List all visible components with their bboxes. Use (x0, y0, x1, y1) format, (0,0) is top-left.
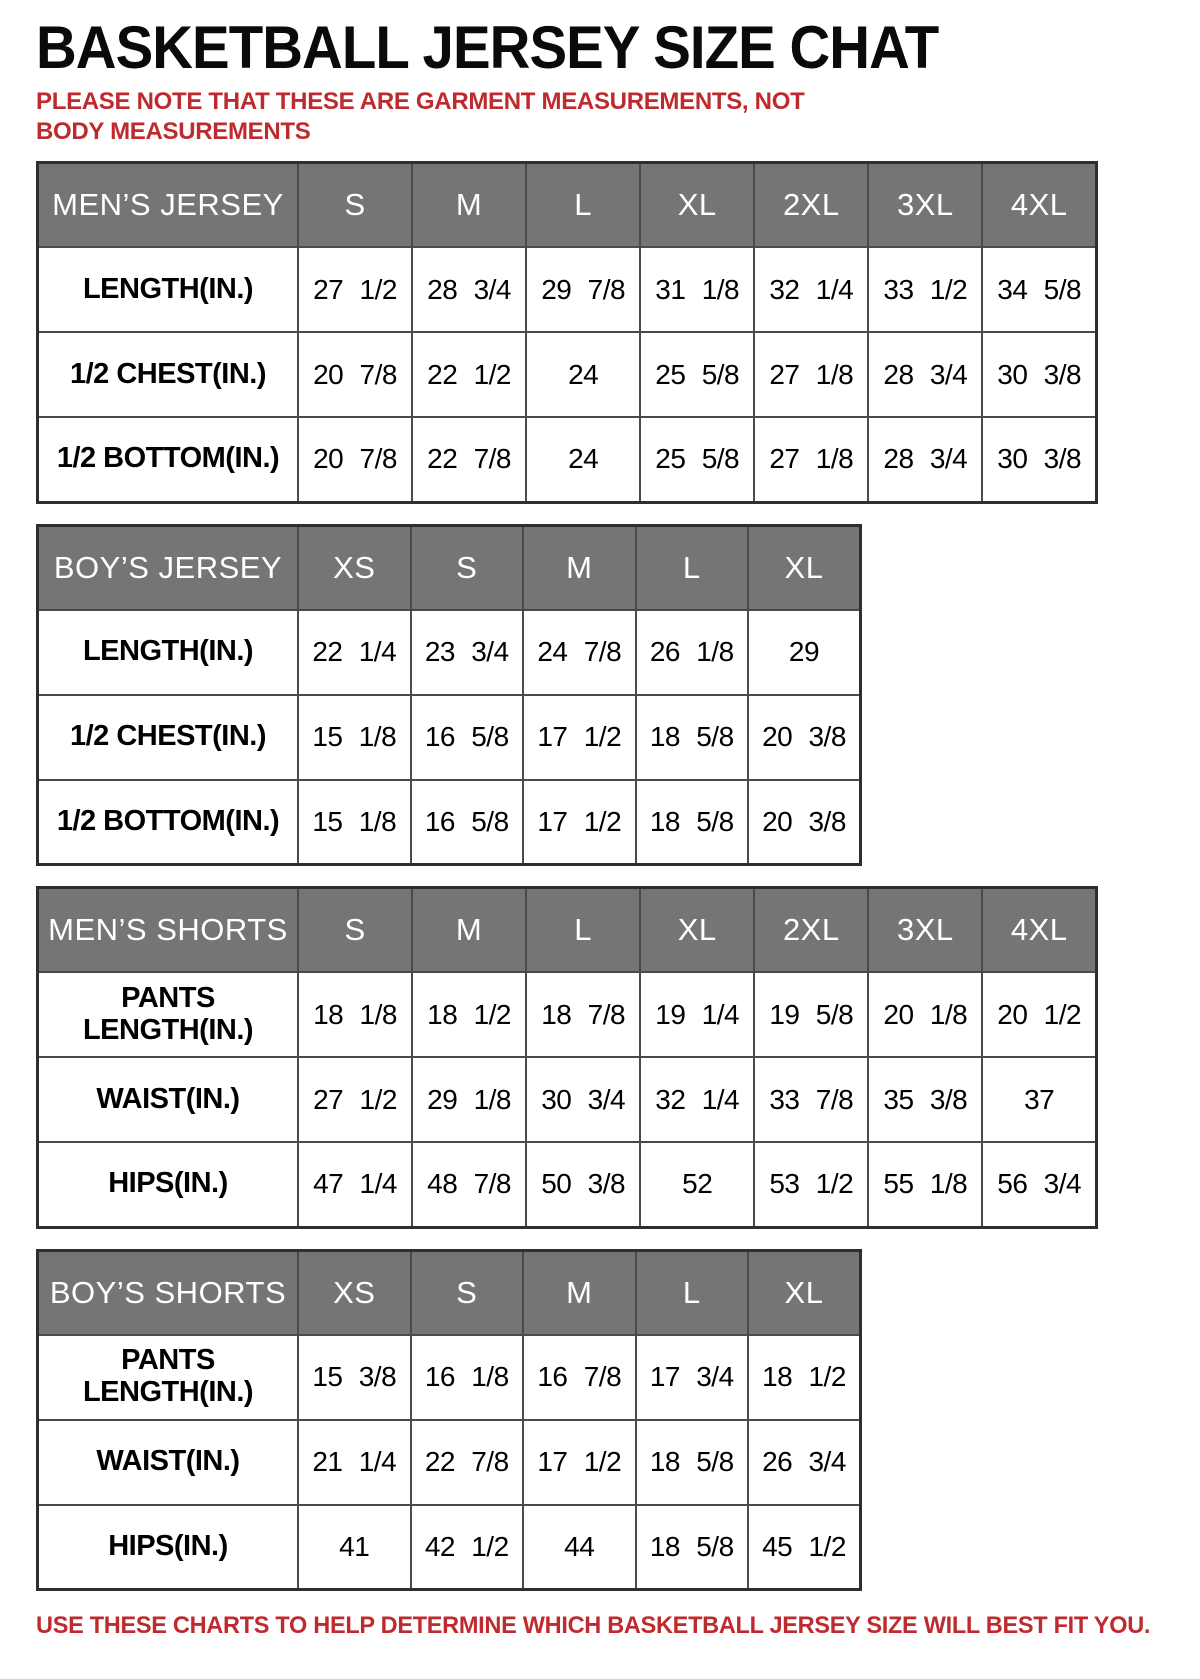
measurement-row (38, 972, 1097, 1057)
boys-jersey-table (36, 524, 862, 867)
value-cell: 16 5/8 (411, 695, 524, 780)
size-header-cell: L (526, 888, 640, 973)
row-label-cell: WAIST(IN.) (38, 1420, 299, 1505)
measurement-row (38, 1057, 1097, 1142)
value-cell: 18 1/8 (298, 972, 412, 1057)
value-cell: 21 1/4 (298, 1420, 411, 1505)
value-cell: 27 1/2 (298, 1057, 412, 1142)
fit-help-note: USE THESE CHARTS TO HELP DETERMINE WHICH BASKETBALL JERSEY SIZE WILL BEST FIT YOU. (36, 1612, 1151, 1640)
row-label-cell: 1/2 CHEST(IN.) (38, 332, 299, 417)
value-cell: 20 7/8 (298, 332, 412, 417)
size-header-cell: 3XL (868, 163, 982, 248)
value-cell: 37 (982, 1057, 1096, 1142)
boys-jersey-title-cell: BOY’S JERSEY (38, 525, 299, 610)
value-cell: 32 1/4 (640, 1057, 754, 1142)
value-cell: 18 5/8 (636, 1505, 749, 1590)
value-cell: 15 3/8 (298, 1335, 411, 1420)
measurement-row (38, 417, 1097, 502)
size-header-cell: 4XL (982, 888, 1096, 973)
header-row (38, 888, 1097, 973)
measurement-row (38, 780, 861, 865)
value-cell: 22 7/8 (411, 1420, 524, 1505)
mens-jersey-table (36, 161, 1098, 504)
header-row (38, 163, 1097, 248)
header-row (38, 525, 861, 610)
value-cell: 30 3/8 (982, 417, 1096, 502)
size-header-cell: L (526, 163, 640, 248)
garment-measurement-note: PLEASE NOTE THAT THESE ARE GARMENT MEASUREMENTS, NOT BODY MEASUREMENTS (36, 88, 805, 146)
row-label-cell: 1/2 CHEST(IN.) (38, 695, 299, 780)
measurement-row (38, 1420, 861, 1505)
value-cell: 29 1/8 (412, 1057, 526, 1142)
mens-jersey-title-cell: MEN’S JERSEY (38, 163, 299, 248)
value-cell: 20 3/8 (748, 695, 861, 780)
size-header-cell: XL (640, 888, 754, 973)
mens-shorts-table (36, 886, 1098, 1229)
value-cell: 48 7/8 (412, 1142, 526, 1227)
value-cell: 33 1/2 (868, 247, 982, 332)
value-cell: 20 1/2 (982, 972, 1096, 1057)
value-cell: 34 5/8 (982, 247, 1096, 332)
size-header-cell: S (298, 163, 412, 248)
value-cell: 18 1/2 (748, 1335, 861, 1420)
mens-shorts-title-cell: MEN’S SHORTS (38, 888, 299, 973)
value-cell: 42 1/2 (411, 1505, 524, 1590)
row-label-cell: 1/2 BOTTOM(IN.) (38, 417, 299, 502)
mens-jersey-section (36, 161, 1164, 504)
row-label-cell: HIPS(IN.) (38, 1505, 299, 1590)
value-cell: 17 1/2 (523, 1420, 636, 1505)
value-cell: 15 1/8 (298, 780, 411, 865)
page-title: BASKETBALL JERSEY SIZE CHAT (36, 14, 939, 81)
value-cell: 20 7/8 (298, 417, 412, 502)
boys-jersey-section (36, 524, 1164, 867)
row-label-cell: PANTS LENGTH(IN.) (38, 972, 299, 1057)
row-label-cell: LENGTH(IN.) (38, 247, 299, 332)
value-cell: 18 5/8 (636, 695, 749, 780)
value-cell: 25 5/8 (640, 332, 754, 417)
value-cell: 19 5/8 (754, 972, 868, 1057)
value-cell: 52 (640, 1142, 754, 1227)
value-cell: 28 3/4 (868, 332, 982, 417)
value-cell: 22 1/4 (298, 610, 411, 695)
size-header-cell: S (298, 888, 412, 973)
value-cell: 17 1/2 (523, 780, 636, 865)
value-cell: 47 1/4 (298, 1142, 412, 1227)
measurement-row (38, 247, 1097, 332)
value-cell: 28 3/4 (412, 247, 526, 332)
size-header-cell: M (523, 525, 636, 610)
size-header-cell: S (411, 525, 524, 610)
value-cell: 32 1/4 (754, 247, 868, 332)
value-cell: 22 7/8 (412, 417, 526, 502)
size-header-cell: XS (298, 1250, 411, 1335)
value-cell: 19 1/4 (640, 972, 754, 1057)
row-label-cell: HIPS(IN.) (38, 1142, 299, 1227)
value-cell: 33 7/8 (754, 1057, 868, 1142)
size-header-cell: 3XL (868, 888, 982, 973)
boys-shorts-table (36, 1249, 862, 1592)
size-header-cell: 2XL (754, 163, 868, 248)
size-header-cell: 2XL (754, 888, 868, 973)
value-cell: 44 (523, 1505, 636, 1590)
value-cell: 24 (526, 332, 640, 417)
size-header-cell: M (412, 888, 526, 973)
value-cell: 16 5/8 (411, 780, 524, 865)
value-cell: 20 3/8 (748, 780, 861, 865)
value-cell: 27 1/8 (754, 417, 868, 502)
value-cell: 56 3/4 (982, 1142, 1096, 1227)
value-cell: 27 1/2 (298, 247, 412, 332)
boys-shorts-section (36, 1249, 1164, 1592)
value-cell: 30 3/4 (526, 1057, 640, 1142)
value-cell: 25 5/8 (640, 417, 754, 502)
value-cell: 18 7/8 (526, 972, 640, 1057)
measurement-row (38, 1335, 861, 1420)
value-cell: 28 3/4 (868, 417, 982, 502)
header-row (38, 1250, 861, 1335)
value-cell: 41 (298, 1505, 411, 1590)
mens-shorts-section (36, 886, 1164, 1229)
value-cell: 30 3/8 (982, 332, 1096, 417)
value-cell: 23 3/4 (411, 610, 524, 695)
value-cell: 26 1/8 (636, 610, 749, 695)
value-cell: 18 5/8 (636, 1420, 749, 1505)
value-cell: 29 7/8 (526, 247, 640, 332)
value-cell: 26 3/4 (748, 1420, 861, 1505)
row-label-cell: PANTS LENGTH(IN.) (38, 1335, 299, 1420)
size-header-cell: XL (640, 163, 754, 248)
value-cell: 31 1/8 (640, 247, 754, 332)
value-cell: 35 3/8 (868, 1057, 982, 1142)
value-cell: 15 1/8 (298, 695, 411, 780)
value-cell: 45 1/2 (748, 1505, 861, 1590)
measurement-row (38, 695, 861, 780)
value-cell: 16 7/8 (523, 1335, 636, 1420)
value-cell: 20 1/8 (868, 972, 982, 1057)
value-cell: 24 7/8 (523, 610, 636, 695)
measurement-row (38, 1505, 861, 1590)
value-cell: 17 1/2 (523, 695, 636, 780)
row-label-cell: 1/2 BOTTOM(IN.) (38, 780, 299, 865)
boys-shorts-title-cell: BOY’S SHORTS (38, 1250, 299, 1335)
value-cell: 24 (526, 417, 640, 502)
size-header-cell: M (523, 1250, 636, 1335)
row-label-cell: WAIST(IN.) (38, 1057, 299, 1142)
measurement-row (38, 1142, 1097, 1227)
size-header-cell: XL (748, 1250, 861, 1335)
value-cell: 16 1/8 (411, 1335, 524, 1420)
size-header-cell: L (636, 525, 749, 610)
size-header-cell: XL (748, 525, 861, 610)
value-cell: 27 1/8 (754, 332, 868, 417)
row-label-cell: LENGTH(IN.) (38, 610, 299, 695)
size-header-cell: L (636, 1250, 749, 1335)
measurement-row (38, 610, 861, 695)
value-cell: 53 1/2 (754, 1142, 868, 1227)
value-cell: 17 3/4 (636, 1335, 749, 1420)
value-cell: 18 1/2 (412, 972, 526, 1057)
measurement-row (38, 332, 1097, 417)
value-cell: 18 5/8 (636, 780, 749, 865)
value-cell: 22 1/2 (412, 332, 526, 417)
size-header-cell: S (411, 1250, 524, 1335)
value-cell: 55 1/8 (868, 1142, 982, 1227)
size-header-cell: XS (298, 525, 411, 610)
size-header-cell: M (412, 163, 526, 248)
value-cell: 29 (748, 610, 861, 695)
value-cell: 50 3/8 (526, 1142, 640, 1227)
size-header-cell: 4XL (982, 163, 1096, 248)
